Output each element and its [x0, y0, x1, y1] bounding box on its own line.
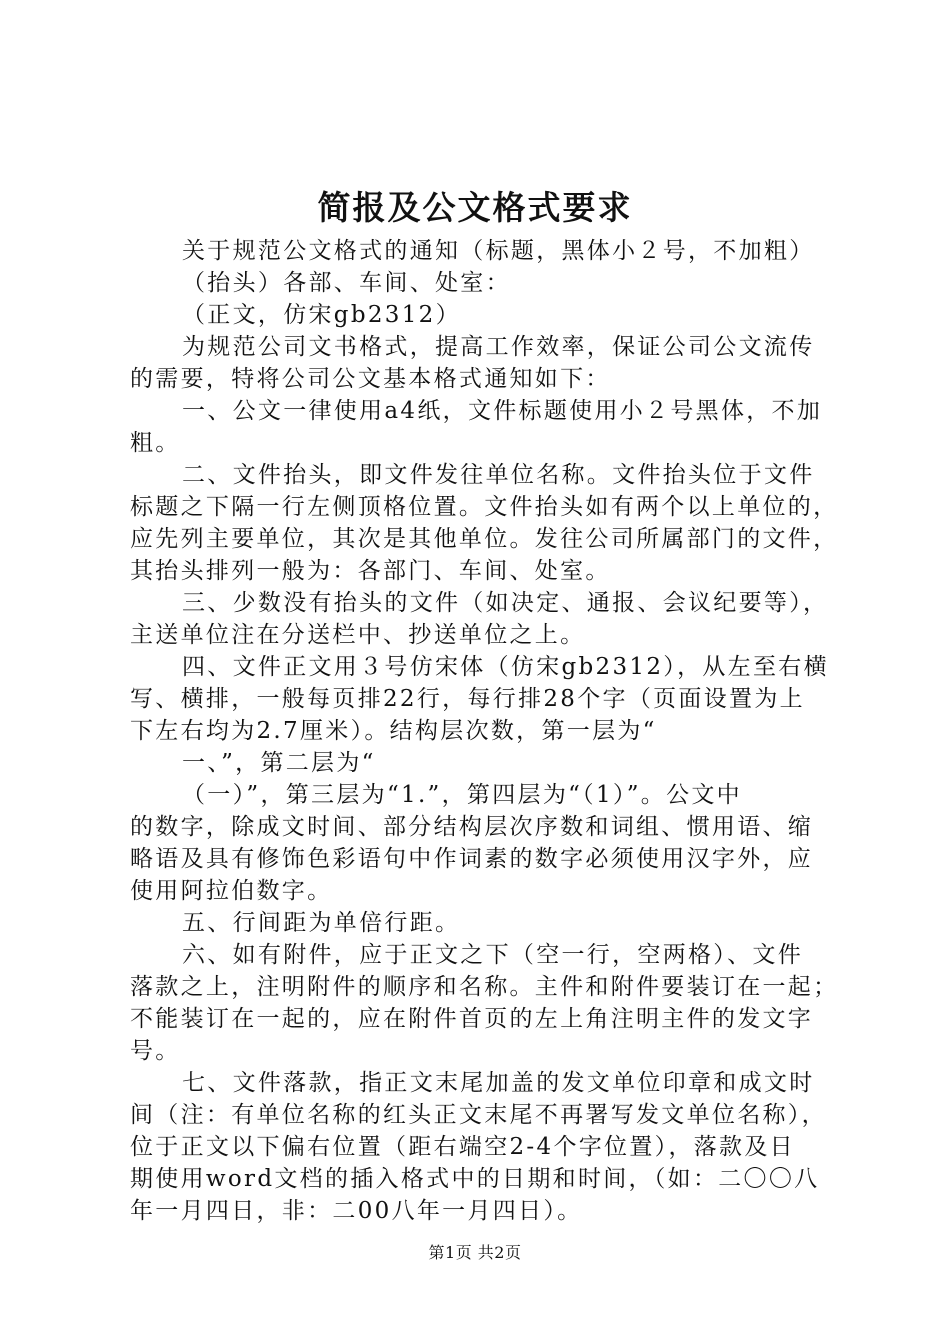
text-line: 写、横排，一般每页排22行，每行排28个字（页面设置为上 — [130, 686, 805, 712]
text-line: 二、文件抬头，即文件发往单位名称。文件抬头位于文件 — [182, 462, 815, 488]
page-number-footer: 第1页 共2页 — [428, 1243, 522, 1262]
text-line: 号。 — [130, 1038, 181, 1064]
text-line: 标题之下隔一行左侧顶格位置。文件抬头如有两个以上单位的， — [130, 494, 839, 520]
text-line: 五、行间距为单倍行距。 — [182, 910, 461, 936]
text-line: 应先列主要单位，其次是其他单位。发往公司所属部门的文件， — [130, 526, 839, 552]
text-line: 期使用word文档的插入格式中的日期和时间，（如：二〇〇八 — [130, 1166, 820, 1192]
text-line: 为规范公司文书格式，提高工作效率，保证公司公文流传 — [182, 334, 815, 360]
text-line: 使用阿拉伯数字。 — [130, 878, 333, 904]
text-line: 一、公文一律使用a4纸，文件标题使用小２号黑体，不加 — [182, 398, 823, 424]
text-line: 年一月四日，非：二00八年一月四日）。 — [130, 1198, 583, 1224]
text-line: 一、”，第二层为“ — [182, 750, 376, 776]
text-line: 间（注：有单位名称的红头正文末尾不再署写发文单位名称）， — [130, 1102, 827, 1128]
text-line: 略语及具有修饰色彩语句中作词素的数字必须使用汉字外，应 — [130, 846, 814, 872]
text-line: 主送单位注在分送栏中、抄送单位之上。 — [130, 622, 586, 648]
text-line: 其抬头排列一般为：各部门、车间、处室。 — [130, 558, 611, 584]
document-title: 简报及公文格式要求 — [317, 188, 633, 227]
body-font-note: （正文，仿宋gb2312） — [182, 302, 461, 328]
text-line: 位于正文以下偏右位置（距右端空2-4个字位置），落款及日 — [130, 1134, 795, 1160]
notice-title-line: 关于规范公文格式的通知（标题，黑体小２号，不加粗） — [182, 238, 815, 264]
text-line: 三、少数没有抬头的文件（如决定、通报、会议纪要等）， — [182, 590, 829, 616]
addressee-line: （抬头）各部、车间、处室： — [182, 270, 511, 296]
text-line: 四、文件正文用３号仿宋体（仿宋gb2312），从左至右横 — [182, 654, 829, 680]
text-line: 的数字，除成文时间、部分结构层次序数和词组、惯用语、缩 — [130, 814, 814, 840]
document-body — [130, 235, 839, 1227]
text-line: 不能装订在一起的，应在附件首页的左上角注明主件的发文字 — [130, 1006, 814, 1032]
text-line: 的需要，特将公司公文基本格式通知如下： — [130, 366, 611, 392]
text-line: 七、文件落款，指正文末尾加盖的发文单位印章和成文时 — [182, 1070, 815, 1096]
text-line: 粗。 — [130, 430, 181, 456]
text-line: 下左右均为2.7厘米）。结构层次数，第一层为“ — [130, 718, 657, 744]
text-line: （一）”，第三层为“1.”，第四层为“（1）”。公文中 — [182, 782, 742, 808]
text-line: 六、如有附件，应于正文之下（空一行，空两格）、文件 — [182, 942, 803, 968]
text-line: 落款之上，注明附件的顺序和名称。主件和附件要装订在一起； — [130, 974, 839, 1000]
